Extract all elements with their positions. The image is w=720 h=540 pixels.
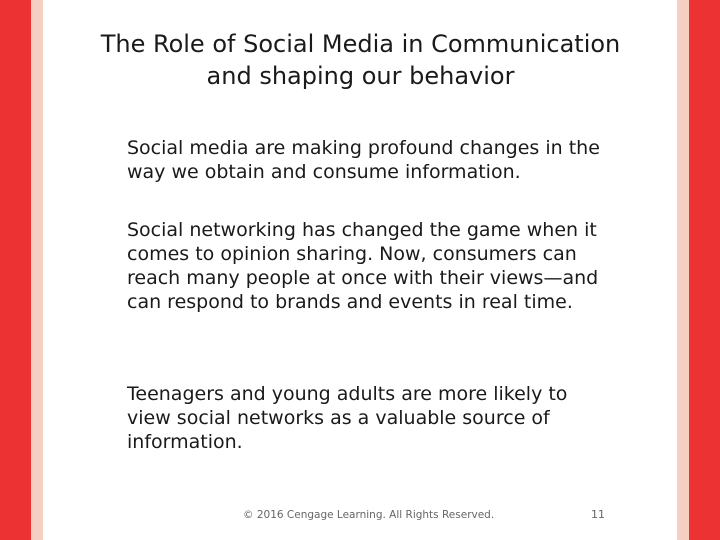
left-red-band [0, 0, 31, 540]
slide-canvas [43, 0, 677, 540]
left-pink-band [31, 0, 43, 540]
bullet-opinion-sharing: Social networking has changed the game when it comes to opinion sharing. Now, consumers can reach many people at once with their views—and can respond to brands and events in real time. [127, 219, 599, 313]
slide-title-line-1: The Role of Social Media in Communication [100, 30, 621, 58]
copyright-footer: © 2016 Cengage Learning. All Rights Reserved. [243, 509, 495, 521]
slide-title-line-2: and shaping our behavior [206, 62, 515, 90]
page-number: 11 [591, 508, 605, 521]
bullet-young-adults: Teenagers and young adults are more likely to view social networks as a valuable source of information. [127, 383, 568, 453]
right-red-band [689, 0, 720, 540]
bullet-obtaining-information: Social media are making profound changes in the way we obtain and consume information. [127, 137, 600, 183]
right-pink-band [677, 0, 689, 540]
slide-title [93, 28, 628, 92]
